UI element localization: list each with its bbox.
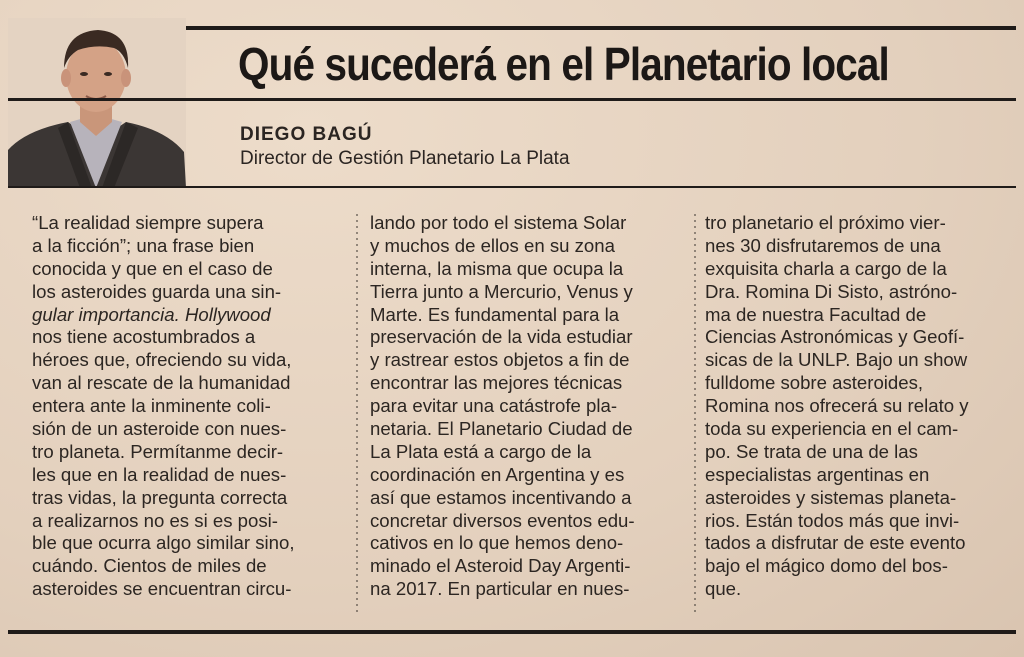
text-line: bajo el mágico domo del bos- [705,555,948,577]
text-line: tados a disfrutar de este evento [705,532,966,554]
text-line: encontrar las mejores técnicas [370,372,623,394]
text-line: interna, la misma que ocupa la [370,257,624,279]
text-line: La Plata está a cargo de la [370,440,592,462]
text-line: asteroides y sistemas planeta- [705,486,957,508]
text-line: toda su experiencia en el cam- [705,418,959,440]
text-line: les que en la realidad de nues- [32,463,287,485]
text-line: sión de un asteroide con nues- [32,418,287,440]
text-line: nos tiene acostumbrados a [32,326,256,348]
author-role: Director de Gestión Planetario La Plata [240,148,570,169]
headline-rule [8,98,1016,101]
byline-rule [8,186,1016,188]
text-line: asteroides se encuentran circu- [32,578,292,600]
text-line: héroes que, ofreciendo su vida, [32,349,292,371]
text-line: tro planeta. Permítanme decir- [32,440,284,462]
text-line: exquisita charla a cargo de la [705,257,947,279]
text-line: especialistas argentinas en [705,463,930,485]
text-line: nes 30 disfrutaremos de una [705,234,941,256]
text-line: y muchos de ellos en su zona [370,234,615,256]
text-line: cativos en lo que hemos deno- [370,532,624,554]
text-line: netaria. El Planetario Ciudad de [370,418,633,440]
author-photo [8,18,186,188]
text-line: a la ficción”; una frase bien [32,234,255,256]
text-line: ble que ocurra algo similar sino, [32,532,295,554]
text-line: a realizarnos no es si es posi- [32,509,278,531]
text-line: lando por todo el sistema Solar [370,212,627,233]
text-line: tro planetario el próximo vier- [705,212,946,233]
text-line: rios. Están todos más que invi- [705,509,960,531]
text-line: sicas de la UNLP. Bajo un show [705,349,968,371]
article-column-2 [370,212,635,601]
text-line: ma de nuestra Facultad de [705,303,927,325]
text-line: coordinación en Argentina y es [370,463,625,485]
text-line: conocida y que en el caso de [32,257,273,279]
text-line: po. Se trata de una de las [705,440,918,462]
headline: Qué sucederá en el Planetario local [238,38,889,90]
text-line: Dra. Romina Di Sisto, astróno- [705,280,958,302]
column-divider [356,214,358,614]
article-column-3 [705,212,969,601]
text-line: tras vidas, la pregunta correcta [32,486,288,508]
text-line: fulldome sobre asteroides, [705,372,924,394]
bottom-rule [8,630,1016,634]
text-line: na 2017. En particular en nues- [370,578,630,600]
text-line: para evitar una catástrofe pla- [370,395,618,417]
text-line: preservación de la vida estudiar [370,326,633,348]
text-line: concretar diversos eventos edu- [370,509,635,531]
text-line: y rastrear estos objetos a fin de [370,349,630,371]
text-line: van al rescate de la humanidad [32,372,291,394]
author-name: DIEGO BAGÚ [240,124,373,145]
text-line: entera ante la inminente coli- [32,395,271,417]
text-line: gular importancia. Hollywood [32,303,271,325]
text-line: así que estamos incentivando a [370,486,632,508]
text-line: Romina nos ofrecerá su relato y [705,395,969,417]
column-divider [694,214,696,614]
article-column-1 [32,212,295,601]
text-line: Tierra junto a Mercurio, Venus y [370,280,633,302]
text-line: cuándo. Cientos de miles de [32,555,267,577]
text-line: “La realidad siempre supera [32,212,264,233]
text-line: Marte. Es fundamental para la [370,303,620,325]
text-line: los asteroides guarda una sin- [32,280,282,302]
text-line: que. [705,578,742,600]
text-line: Ciencias Astronómicas y Geofí- [705,326,965,348]
text-line: minado el Asteroid Day Argenti- [370,555,631,577]
